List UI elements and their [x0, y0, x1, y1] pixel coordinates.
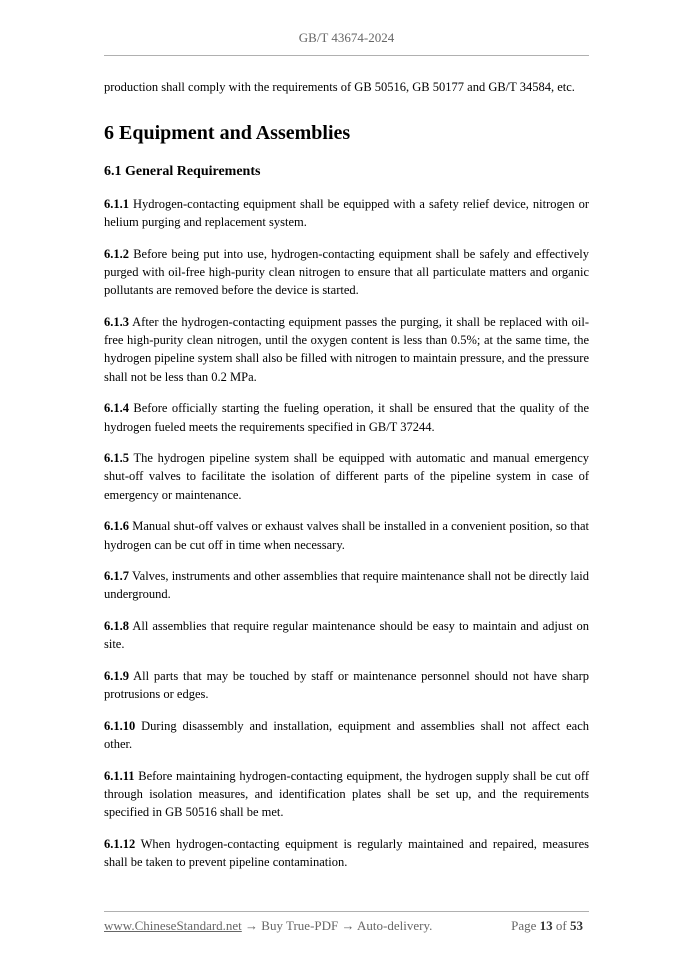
clause-text: Manual shut-off valves or exhaust valves shall be installed in a convenient position, so that hydrogen can be cut off in time when necessary.	[104, 519, 590, 552]
clause-text: Valves, instruments and other assemblies that require maintenance shall not be directly laid underground.	[104, 569, 589, 602]
clause-number: 6.1.12	[104, 836, 136, 851]
page-current: 13	[539, 918, 553, 933]
clause-text: After the hydrogen-contacting equipment passes the purging, it shall be replaced with oil-free high-purity clean nitrogen, until the oxygen content is less than 0.5%; at the same time, the hydrogen pipeline system shall also be filled with nitrogen to maintain pressure, and the pressure shall not be less than 0.2 MPa.	[104, 315, 589, 384]
document-code: GB/T 43674-2024	[298, 30, 395, 45]
clause-number: 6.1.10	[104, 718, 136, 733]
clause-6-1-6	[104, 517, 589, 553]
clause-text: Before maintaining hydrogen-contacting equipment, the hydrogen supply shall be cut off through isolation measures, and identification plates shall be set up, and the requirements specified in GB 50516 shall be met.	[104, 768, 589, 820]
clause-6-1-7	[104, 567, 589, 603]
clause-6-1-9	[104, 667, 589, 703]
clause-number: 6.1.2	[104, 246, 129, 261]
clause-number: 6.1.11	[104, 768, 135, 783]
clause-number: 6.1.4	[104, 401, 129, 416]
clause-6-1-4	[104, 399, 589, 435]
page-of: of	[555, 918, 567, 933]
clause-text: All parts that may be touched by staff or maintenance personnel should not have sharp protrusions or edges.	[104, 669, 589, 702]
site-link[interactable]: www.ChineseStandard.net	[104, 918, 242, 933]
page-number	[511, 918, 583, 934]
clause-number: 6.1.3	[104, 315, 129, 330]
clause-6-1-10	[104, 717, 589, 753]
clause-6-1-1	[104, 195, 589, 231]
clause-6-1-2	[104, 245, 589, 300]
clause-6-1-12	[104, 835, 589, 871]
clause-number: 6.1.6	[104, 519, 129, 534]
clause-6-1-5	[104, 449, 589, 504]
clause-text: Hydrogen-contacting equipment shall be equipped with a safety relief device, nitrogen or helium purging and replacement system.	[104, 197, 589, 230]
clause-number: 6.1.5	[104, 451, 129, 466]
subsection-heading: 6.1 General Requirements	[104, 164, 261, 179]
clause-number: 6.1.7	[104, 569, 129, 584]
page-body	[104, 78, 589, 871]
buy-pdf-text: Buy True-PDF	[261, 918, 339, 933]
clause-6-1-3	[104, 313, 589, 386]
page-total: 53	[570, 918, 583, 933]
page-header	[0, 30, 693, 46]
clause-text: All assemblies that require regular maintenance should be easy to maintain and adjust on site.	[104, 619, 589, 652]
clause-text: Before being put into use, hydrogen-contacting equipment shall be safely and effectively purged with oil-free high-purity clean nitrogen to ensure that all particulate matters and organic pollutants are removed before the device is started.	[104, 246, 590, 298]
clause-6-1-11	[104, 767, 589, 822]
clause-number: 6.1.9	[104, 669, 129, 684]
intro-paragraph: production shall comply with the requirements of GB 50516, GB 50177 and GB/T 34584, etc.	[104, 80, 575, 94]
section-heading: 6 Equipment and Assemblies	[104, 122, 351, 144]
footer-divider	[104, 911, 589, 912]
clause-number: 6.1.8	[104, 619, 129, 634]
clause-number: 6.1.1	[104, 197, 129, 211]
footer-promo	[104, 918, 432, 934]
clause-text: When hydrogen-contacting equipment is regularly maintained and repaired, measures shall be taken to prevent pipeline contamination.	[104, 836, 589, 870]
clause-6-1-8	[104, 617, 589, 653]
clause-text: Before officially starting the fueling operation, it shall be ensured that the quality of the hydrogen fueled meets the requirements specified in GB/T 37244.	[104, 401, 589, 434]
header-divider	[104, 55, 589, 56]
auto-delivery-text: Auto-delivery.	[357, 918, 433, 933]
clause-text: During disassembly and installation, equipment and assemblies shall not affect each other.	[104, 718, 590, 752]
clause-text: The hydrogen pipeline system shall be equipped with automatic and manual emergency shut-off valves to facilitate the isolation of different parts of the pipeline system in case of emergency or maintenance.	[104, 451, 589, 502]
arrow-right-icon: →	[245, 918, 259, 933]
arrow-right-icon: →	[341, 918, 355, 933]
page-label: Page	[511, 918, 537, 933]
